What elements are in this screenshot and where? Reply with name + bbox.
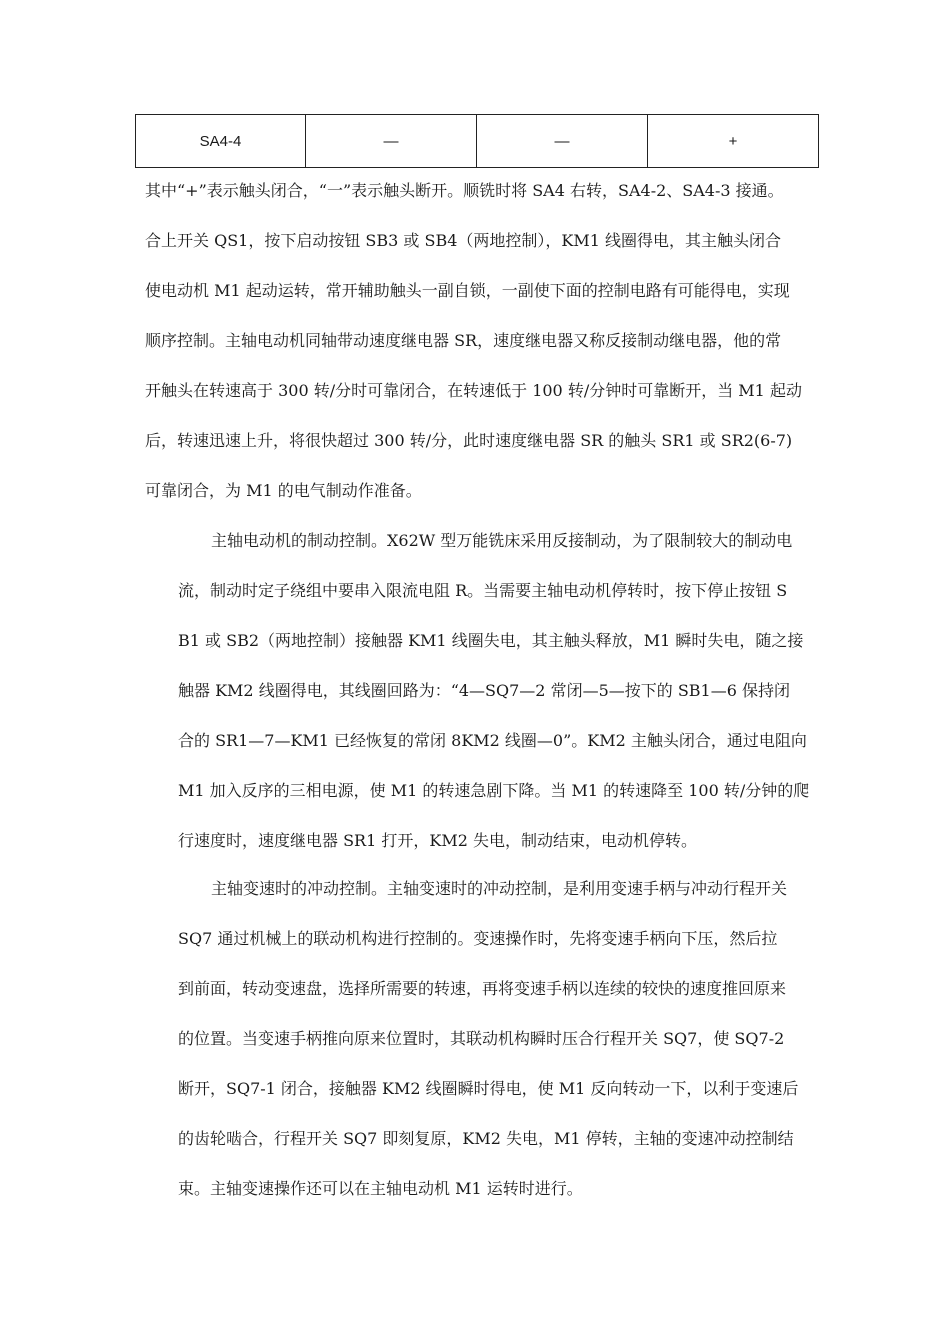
paragraph-speed-change-inching [178, 864, 818, 1214]
switch-state-table [135, 114, 819, 168]
table-cell-state-2: — [477, 115, 648, 168]
text-line: 使电动机 M1 起动运转，常开辅助触头一副自锁，一副使下面的控制电路有可能得电，实现 [145, 281, 790, 300]
table-cell-state-3: + [648, 115, 819, 168]
text-line: 顺序控制。主轴电动机同轴带动速度继电器 SR，速度继电器又称反接制动继电器，他的常 [145, 331, 782, 350]
text-line: 的齿轮啮合，行程开关 SQ7 即刻复原，KM2 失电，M1 停转，主轴的变速冲动控制结 [178, 1129, 794, 1148]
text-line: B1 或 SB2（两地控制）接触器 KM1 线圈失电，其主触头释放，M1 瞬时失电，随之接 [178, 631, 804, 650]
text-line: 可靠闭合，为 M1 的电气制动作准备。 [145, 481, 422, 500]
table-cell-switch: SA4-4 [136, 115, 306, 168]
text-line: 合上开关 QS1，按下启动按钮 SB3 或 SB4（两地控制），KM1 线圈得电，其主触头闭合 [145, 231, 782, 250]
text-line: 主轴变速时的冲动控制。主轴变速时的冲动控制，是利用变速手柄与冲动行程开关 [211, 879, 788, 898]
text-line: 的位置。当变速手柄推向原来位置时，其联动机构瞬时压合行程开关 SQ7，使 SQ7-2 [178, 1029, 785, 1048]
text-line: 到前面，转动变速盘，选择所需要的转速，再将变速手柄以连续的较快的速度推回原来 [178, 979, 787, 998]
text-line: 其中“+”表示触头闭合，“一”表示触头断开。顺铣时将 SA4 右转，SA4-2、SA4-3 接通。 [145, 181, 784, 200]
text-line: 主轴电动机的制动控制。X62W 型万能铣床采用反接制动，为了限制较大的制动电 [211, 531, 793, 550]
paragraph-contacts-description [145, 166, 813, 516]
paragraph-braking-control [178, 516, 818, 866]
text-line: 流，制动时定子绕组中要串入限流电阻 R。当需要主轴电动机停转时，按下停止按钮 S [178, 581, 788, 600]
text-line: SQ7 通过机械上的联动机构进行控制的。变速操作时，先将变速手柄向下压，然后拉 [178, 929, 778, 948]
text-line: 触器 KM2 线圈得电，其线圈回路为：“4—SQ7—2 常闭—5—按下的 SB1—6 保持闭 [178, 681, 791, 700]
text-line: 合的 SR1—7—KM1 已经恢复的常闭 8KM2 线圈—0”。KM2 主触头闭合，通过电阻向 [178, 731, 807, 750]
text-line: 开触头在转速高于 300 转/分时可靠闭合，在转速低于 100 转/分钟时可靠断开，当 M1 起动 [145, 381, 802, 400]
text-line: 行速度时，速度继电器 SR1 打开，KM2 失电，制动结束，电动机停转。 [178, 831, 697, 850]
text-line: 束。主轴变速操作还可以在主轴电动机 M1 运转时进行。 [178, 1179, 583, 1198]
text-line: M1 加入反序的三相电源，使 M1 的转速急剧下降。当 M1 的转速降至 100 转/分钟的爬 [178, 781, 810, 800]
text-line: 断开，SQ7-1 闭合，接触器 KM2 线圈瞬时得电，使 M1 反向转动一下，以利于变速后 [178, 1079, 799, 1098]
table-cell-state-1: — [306, 115, 477, 168]
text-line: 后，转速迅速上升，将很快超过 300 转/分，此时速度继电器 SR 的触头 SR1 或 SR2(6-7) [145, 431, 793, 450]
table-row [136, 115, 819, 168]
